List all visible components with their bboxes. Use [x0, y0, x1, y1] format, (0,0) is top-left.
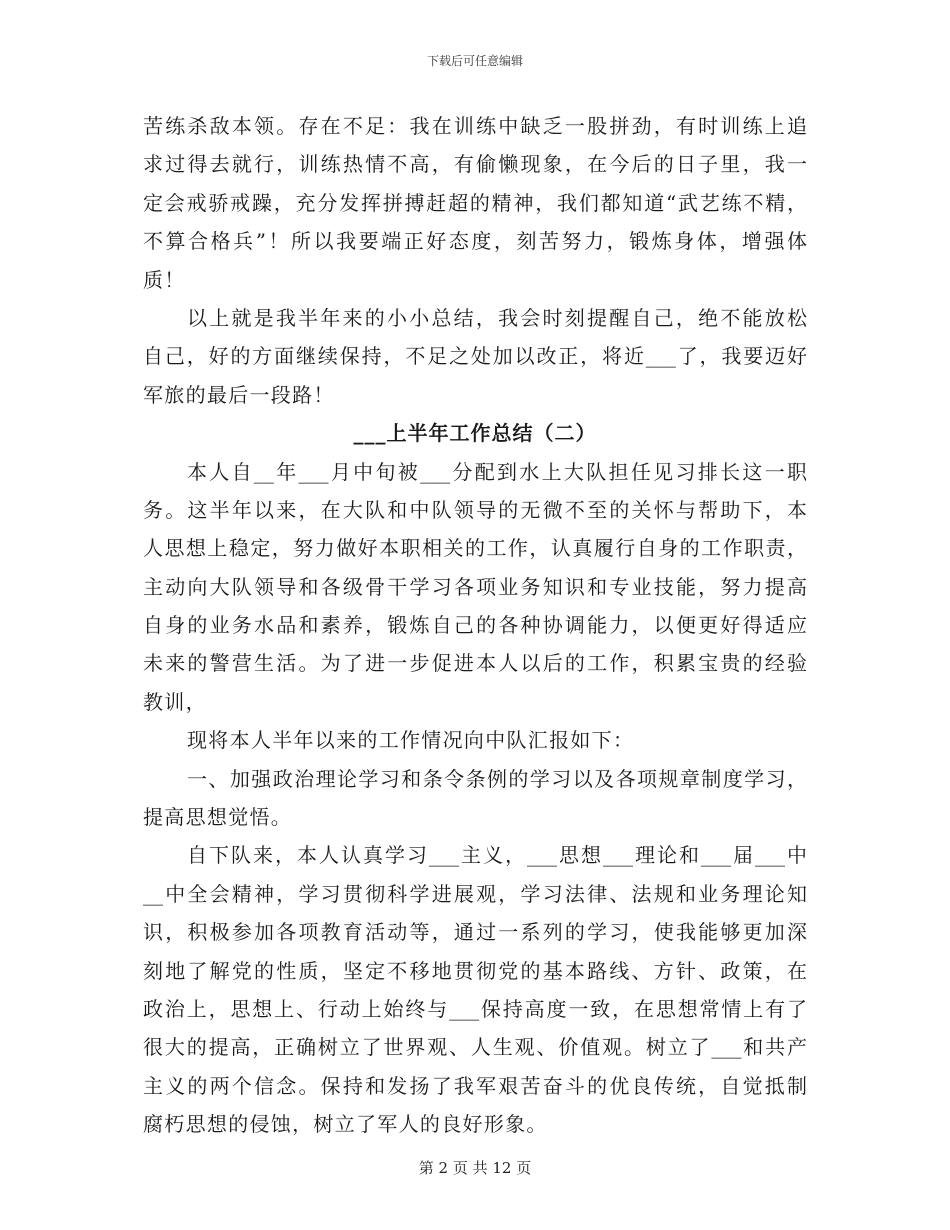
- text-line: 提高思想觉悟。: [143, 805, 293, 830]
- text-line: 军旅的最后一段路！: [143, 382, 335, 407]
- text-line: 求过得去就行，训练热情不高，有偷懒现象，在今后的日子里，我一: [143, 152, 807, 177]
- text-line: 现将本人半年以来的工作情况向中队汇报如下：: [187, 728, 635, 753]
- text-line: 主义的两个信念。保持和发扬了我军艰苦奋斗的优良传统，自觉抵制: [143, 1073, 807, 1098]
- text-line: 务。这半年以来，在大队和中队领导的无微不至的关怀与帮助下，本: [143, 497, 807, 522]
- text-line: 自己，好的方面继续保持，不足之处加以改正，将近___了，我要迈好: [143, 344, 807, 369]
- page-header: 下载后可任意编辑: [426, 54, 523, 68]
- text-line: 本人自__年___月中旬被___分配到水上大队担任见习排长这一职: [187, 459, 807, 484]
- text-line: 未来的警营生活。为了进一步促进本人以后的工作，积累宝贵的经验: [143, 651, 807, 676]
- section-title: ___上半年工作总结（二）: [353, 421, 597, 446]
- text-line: __中全会精神，学习贯彻科学进展观，学习法律、法规和业务理论知: [143, 881, 807, 906]
- page-number: 第 2 页 共 12 页: [418, 1159, 532, 1177]
- text-line: 政治上，思想上、行动上始终与___保持高度一致，在思想常情上有了: [143, 996, 807, 1021]
- text-line: 不算合格兵”！所以我要端正好态度，刻苦努力，锻炼身体，增强体: [143, 229, 807, 254]
- text-line: 以上就是我半年来的小小总结，我会时刻提醒自己，绝不能放松: [187, 305, 807, 330]
- text-line: 自下队来，本人认真学习___主义，___思想___理论和___届___中: [187, 843, 807, 868]
- text-line: 人思想上稳定，努力做好本职相关的工作，认真履行自身的工作职责，: [143, 536, 807, 561]
- text-line: 刻地了解党的性质，坚定不移地贯彻党的基本路线、方针、政策，在: [143, 958, 807, 983]
- document-body: [143, 107, 807, 1144]
- text-line: 苦练杀敌本领。存在不足：我在训练中缺乏一股拼劲，有时训练上追: [143, 114, 807, 138]
- text-line: 质！: [143, 267, 186, 292]
- text-line: 很大的提高，正确树立了世界观、人生观、价值观。树立了___和共产: [143, 1035, 807, 1060]
- text-line: 主动向大队领导和各级骨干学习各项业务知识和专业技能，努力提高: [143, 574, 807, 599]
- text-line: 一、加强政治理论学习和条令条例的学习以及各项规章制度学习，: [187, 766, 807, 791]
- text-line: 识，积极参加各项教育活动等，通过一系列的学习，使我能够更加深: [143, 920, 807, 945]
- text-line: 腐朽思想的侵蚀，树立了军人的良好形象。: [143, 1112, 548, 1137]
- text-line: 定会戒骄戒躁，充分发挥拼搏赶超的精神，我们都知道“武艺练不精，: [143, 190, 807, 215]
- text-line: 教训，: [143, 689, 207, 714]
- text-line: 自身的业务水品和素养，锻炼自己的各种协调能力，以便更好得适应: [143, 613, 807, 638]
